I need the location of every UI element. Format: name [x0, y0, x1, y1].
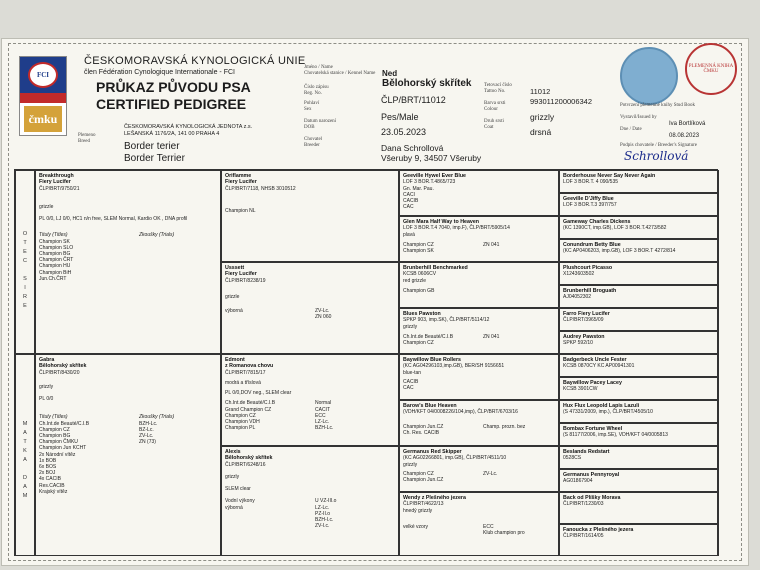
plemeno-label: Plemeno — [78, 133, 96, 138]
sire-father-kennel: Fiery Lucifer — [225, 179, 257, 186]
colour-label: Colour — [484, 107, 498, 112]
issuer-address: LEŠANSKÁ 1176/2A, 141 00 PRAHA 4 — [124, 131, 220, 137]
dam-reg: ČLP/BRT/8430/20 — [39, 369, 80, 376]
regno-label: Reg. No. — [304, 91, 322, 96]
dob-value: 23.05.2023 — [381, 127, 427, 137]
tattoo-value: 11012 — [530, 87, 551, 96]
sire-gp-3-cell: Brunberhill Benchmarked KCSB 0606CV red grizzle Champion GB — [399, 262, 559, 308]
issuer: ČESKOMORAVSKÁ KYNOLOGICKÁ JEDNOTA z.s. — [124, 124, 253, 130]
sire-father-name: Oriflamme — [225, 173, 252, 179]
kennel-label: Chovatelská stanice / Kennel Name — [304, 71, 376, 76]
sire-ggp-1-cell: Borderhouse Never Say Never Again LOF 3 BOR.T. 4 090/535 — [559, 170, 719, 193]
title-en: CERTIFIED PEDIGREE — [96, 96, 247, 112]
dob-label: DOB — [304, 125, 315, 130]
dam-titles: Tituly (Titles) Ch.Int.de Beauté/C.I.B Champion CZ Champion BG Champion ČMKU Champion Jun KCHT 2x Národní vítěz 1x BOB 6x BOS 2x BOJ 4x CACIB Res.CACIB Krajský vítěz — [39, 414, 90, 495]
dam-gp-1-cell: Baywillow Blue Rollers (KC AG04296103,imp.GB), BER/SH 9156651 blue-tan CACIB CAC — [399, 354, 559, 400]
sire-mother-name: Usssett — [225, 265, 245, 271]
dam-mother-name: Alexis — [225, 449, 241, 455]
sire-vertical-label: O T E C S I R E — [22, 231, 28, 309]
sire-ggp-2-cell: Geeville D'Jiffy Blue LOF 3 BOR.T.3 397/757 — [559, 193, 719, 216]
dam-mother-kennel: Bělohorský skřítek — [225, 455, 273, 462]
dam-ggp-1-cell: Badgerbeck Uncle Fester KCSB 0870CY KC AP00941301 — [559, 354, 719, 377]
dam-ggp-7-cell: Back od Plíšky Morava ČLP/BRT/1230/03 — [559, 492, 719, 524]
breeder-address: Všeruby 9, 34507 Všeruby — [381, 153, 482, 163]
dam-ggp-4-cell: Bombax Fortune Wheel (S 81177/2006, imp.SE), VDH/KFT 04/0005813 — [559, 423, 719, 446]
kennel-prefix: Ned — [382, 69, 398, 78]
tattoo-label: Tattoo No. — [484, 89, 506, 94]
sire-ggp-6-cell: Brunberhill Broguath AJ04052302 — [559, 285, 719, 308]
fci-membership: člen Fédération Cynologique Internationale - FCI — [84, 69, 235, 76]
sex-value: Pes/Male — [381, 112, 419, 122]
breed-label: Breed — [78, 139, 90, 144]
dam-father-health: PL 0/0,DOV neg., SLEM clear — [225, 390, 292, 397]
dam-ggp-5-cell: Beslands Redstart 0528CS — [559, 446, 719, 469]
sex-label-cz: Pohlaví — [304, 101, 320, 106]
sire-mother-rating: výborná — [225, 308, 243, 315]
sire-father-note: Champion NL — [225, 208, 256, 215]
dam-ggp-3-cell: Hux Flux Leopold Lapis Lazuli (S 47331/2009, imp.), ČLP/BRT/4505/10 — [559, 400, 719, 423]
breeder-label-cz: Chovatel — [304, 137, 323, 142]
tattoo-label-cz: Tetovací číslo — [484, 83, 512, 88]
dam-kennel: Bělohorský skřítek — [39, 363, 87, 370]
org-name: ČESKOMORAVSKÁ KYNOLOGICKÁ UNIE — [84, 55, 306, 67]
sire-father-reg: ČLP/BRT/7118, NHSB 3010512 — [225, 185, 296, 192]
breeder-label: Breeder — [304, 143, 320, 148]
sire-mother-reg: ČLP/BRT/8238/19 — [225, 277, 266, 284]
dam-ggp-6-cell: Germanus Pennyroyal AG01867904 — [559, 469, 719, 492]
sire-ggp-5-cell: Plushcourt Picasso X1243603502 — [559, 262, 719, 285]
date-label: Dne / Date — [620, 127, 642, 132]
sire-color: grizzle — [39, 204, 54, 211]
reg-number: ČLP/BRT/11012 — [381, 95, 446, 105]
embossed-seal — [620, 47, 678, 105]
sire-cell — [35, 170, 221, 354]
dam-ggp-8-cell: Fanoucka z Plešného jezera ČLP/BRT/1614/05 — [559, 524, 719, 556]
dam-father-name: Edmont — [225, 357, 245, 363]
dam-trials: Zkoušky (Trials) BZH-Lc. BZ-Lc. ZV-Lc. ZN (73) — [139, 414, 175, 446]
dam-mother-reg: ČLP/BRT/6248/16 — [225, 461, 266, 468]
dob-label-cz: Datum narození — [304, 119, 337, 124]
sire-health: PL 0/0, LJ 0/0, HC1 n/n free, SLEM Normal, Kardio OK , DNA profil — [39, 216, 188, 223]
studbook-stamp: PLEMENNÁ KNIHA ČMKU — [685, 43, 737, 95]
breeder-name: Dana Schrollová — [381, 143, 444, 153]
sire-ggp-8-cell: Audrey Pawston SPKP 592/10 — [559, 331, 719, 354]
sire-ggp-3-cell: Gameway Charles Dickens (KC 1390CT, imp.GB), LOF 3 BOR.T.4273/582 — [559, 216, 719, 239]
studbook-label: Potvrzení plemenné knihy Stud Book — [620, 103, 695, 108]
dam-gp-2-cell: Barow's Blue Heaven (VDH/KFT 04/0008226/104,imp), ČLP/BRT/6703/16 Champion Jun.CZ Ch. Res. CACIB Champ. prozn. bez — [399, 400, 559, 446]
dam-ggp-2-cell: Baywillow Pacey Lacey KCSB 3901CW — [559, 377, 719, 400]
dam-mother-cell: Alexis Bělohorský skřítek ČLP/BRT/6248/16 grizzly SLEM clear Vodní výkony výborná U VZ-III.o LZ-Lc. PZ-II.o BZH-I.c. ZV-I.c. — [221, 446, 399, 556]
dam-name: Gabra — [39, 357, 55, 363]
dam-mother-color: grizzly — [225, 474, 240, 481]
sire-kennel: Fiery Lucifer — [39, 179, 71, 186]
sire-reg: ČLP/BRT/9750/21 — [39, 185, 80, 192]
dam-father-cell: Edmont z Romanova chovu ČLP/BRT/7815/17 modrá a tříslová PL 0/0,DOV neg., SLEM clear Ch.Int.de Beauté/C.I.B Grand Champion CZ Champion CZ Champion VDH Champion PL Normal CACIT ECC LZ-Lc. BZH-Lc. — [221, 354, 399, 446]
dam-father-color: modrá a tříslová — [225, 380, 261, 387]
dam-gp-4-cell: Wendy z Plešného jezera ČLP/BRT/4622/13 hnedý grizzly velké vzory ECC Klub champion pro — [399, 492, 559, 556]
sex-label: Sex — [304, 107, 312, 112]
sire-ggp-4-cell: Conundrum Betty Blue (KC AP0406203, imp.GB), LOF 3 BOR.T 4272/814 — [559, 239, 719, 262]
sire-name: Breakthrough — [39, 173, 74, 179]
breeder-signature: Schrollová — [624, 149, 689, 163]
sire-trials: Zkoušky (Trials) — [139, 232, 175, 239]
sire-mother-cell: Usssett Fiery Lucifer ČLP/BRT/8238/19 grizzle výborná ZV-Lc. ZN 060 — [221, 262, 399, 354]
issue-date: 08.08.2023 — [669, 133, 700, 139]
dam-mother-health: SLEM clear — [225, 486, 251, 493]
breed-en: Border Terrier — [124, 153, 185, 164]
signature-label: Podpis chovatele / Breeder's Signature — [620, 143, 697, 148]
dam-father-kennel: z Romanova chovu — [225, 363, 274, 370]
sire-mother-kennel: Fiery Lucifer — [225, 271, 257, 278]
sire-gp-2-cell: Glen Mara Half Way to Heaven LOF 3 BOR.T.4 7040, imp.F), ČLP/BRT/5905/14 plavá Champion CZ Champion SK ZN 041 — [399, 216, 559, 262]
regno-label-cz: Číslo zápisu — [304, 85, 329, 90]
colour-value: grizzly — [530, 112, 555, 122]
chip-value: 993011200006342 — [530, 97, 593, 106]
sire-gp-1-cell: Geeville Hywel Ever Blue LOF 3 BOR.T.4865/723 Gn. Mar. Pau. CACI CACIB CAC — [399, 170, 559, 216]
dam-cell — [35, 354, 221, 556]
breed-cz: Border terier — [124, 141, 180, 152]
sire-father-cell — [221, 170, 399, 262]
dam-gp-3-cell: Germanus Red Skipper (KC AG02266801, imp.GB), ČLP/BRT/4511/10 grizzly Champion CZ Champion Jun.CZ ZV-Lc. — [399, 446, 559, 492]
issued-by-label: Vystavil/Issued by — [620, 115, 657, 120]
coat-label: Coat — [484, 125, 494, 130]
sire-ggp-7-cell: Farro Fiery Lucifer ČLP/BRT/3965/09 — [559, 308, 719, 331]
name-label: Jméno / Name — [304, 65, 333, 70]
coat-label-cz: Druh srsti — [484, 119, 504, 124]
dam-vertical-label: M A T K A D A M — [22, 421, 28, 499]
sire-mother-color: grizzle — [225, 294, 240, 301]
dam-health: PL 0/0 — [39, 396, 54, 403]
pedigree-document — [1, 38, 749, 566]
sire-titles: Tituly (Titles) Champion SK Champion SLO Champion BG Champion ČRT Champion HU Champion BiH Jun.Ch.ČRT — [39, 232, 74, 282]
coat-value: drsná — [530, 127, 552, 137]
pedigree-table — [14, 169, 718, 556]
issuer-person: Iva Bortlíková — [669, 121, 706, 127]
dam-father-reg: ČLP/BRT/7815/17 — [225, 369, 266, 376]
cmku-logo: FCI čmku — [19, 56, 67, 136]
dog-name: Bělohorský skřítek — [382, 78, 472, 89]
colour-label-cz: Barva srsti — [484, 101, 506, 106]
sire-gp-4-cell: Blues Pawston SPKP 903, imp.SK), ČLP/BRT/5114/12 grizzly Ch.Int.de Beauté/C.I.B Champion CZ ZN 041 — [399, 308, 559, 354]
title-cz: PRŮKAZ PŮVODU PSA — [96, 79, 251, 95]
dam-color: grizzly — [39, 384, 54, 391]
